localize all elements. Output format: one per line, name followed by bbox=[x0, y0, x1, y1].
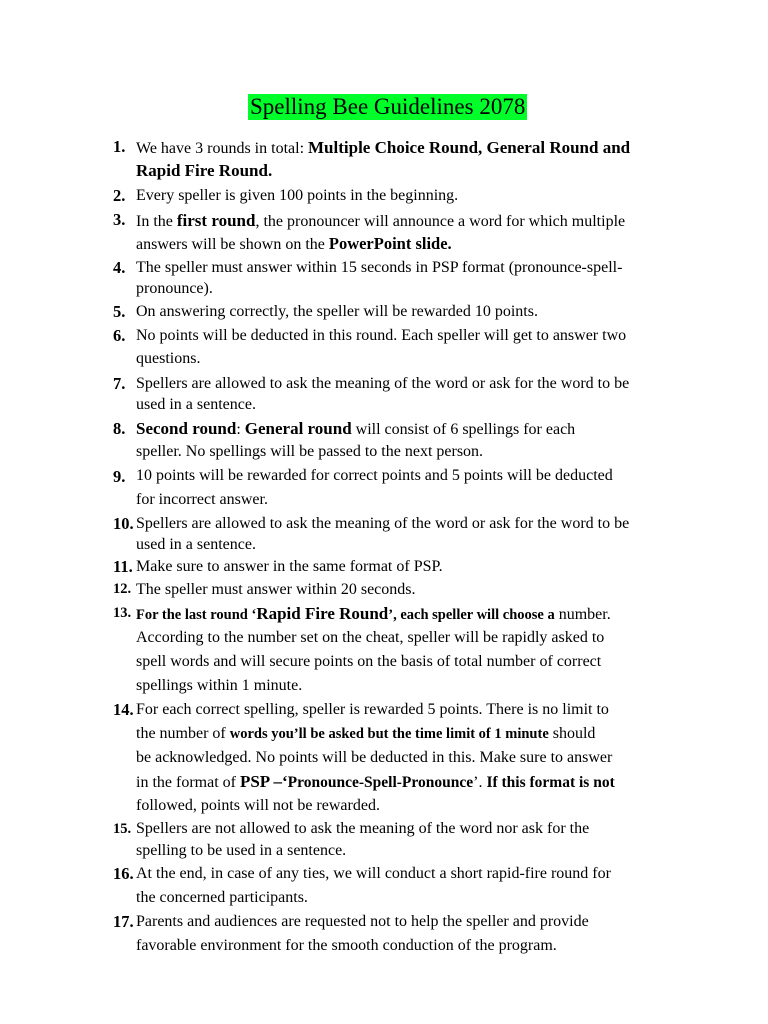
item-12-number: 12. bbox=[113, 581, 132, 597]
item-14-line-5: followed, points will not be rewarded. bbox=[136, 797, 380, 814]
item-2-number: 2. bbox=[113, 186, 126, 205]
item-3-number: 3. bbox=[113, 210, 126, 229]
item-3-line-2: answers will be shown on the PowerPoint slide. bbox=[136, 234, 452, 253]
item-7-line-2: used in a sentence. bbox=[136, 396, 256, 413]
item-4-line-2: pronounce). bbox=[136, 280, 213, 297]
item-10-number: 10. bbox=[113, 514, 134, 533]
item-15-number: 15. bbox=[113, 821, 132, 837]
item-15-line-1: Spellers are not allowed to ask the meaning of the word nor ask for the bbox=[136, 820, 590, 837]
item-13-line-1: For the last round ‘Rapid Fire Round’, each speller will choose a number. bbox=[136, 604, 611, 623]
item-11-line-1: Make sure to answer in the same format of PSP. bbox=[136, 558, 443, 575]
item-13-line-4: spellings within 1 minute. bbox=[136, 677, 303, 694]
item-9-line-2: for incorrect answer. bbox=[136, 491, 268, 508]
item-6-line-1: No points will be deducted in this round. Each speller will get to answer two bbox=[136, 327, 627, 344]
item-13-line-2: According to the number set on the cheat, speller will be rapidly asked to bbox=[136, 629, 605, 646]
item-17-line-2: favorable environment for the smooth conduction of the program. bbox=[136, 937, 557, 954]
item-14-line-2: the number of words you’ll be asked but the time limit of 1 minute should bbox=[136, 725, 596, 742]
item-14-line-4: in the format of PSP –‘Pronounce-Spell-Pronounce’. If this format is not bbox=[136, 772, 615, 791]
item-4-line-1: The speller must answer within 15 seconds in PSP format (pronounce-spell- bbox=[136, 259, 623, 276]
item-8-line-1: Second round: General round will consist of 6 spellings for each bbox=[136, 419, 576, 438]
item-10-line-2: used in a sentence. bbox=[136, 536, 256, 553]
item-3-line-1: In the first round, the pronouncer will announce a word for which multiple bbox=[136, 211, 626, 230]
item-4-number: 4. bbox=[113, 258, 126, 277]
item-14-line-3: be acknowledged. No points will be deducted in this. Make sure to answer bbox=[136, 749, 613, 766]
item-17-line-1: Parents and audiences are requested not to help the speller and provide bbox=[136, 913, 589, 930]
item-14-number: 14. bbox=[113, 700, 134, 719]
item-15-line-2: spelling to be used in a sentence. bbox=[136, 842, 347, 859]
item-1-number: 1. bbox=[113, 137, 126, 156]
item-2-line-1: Every speller is given 100 points in the beginning. bbox=[136, 187, 459, 204]
item-9-number: 9. bbox=[113, 467, 126, 486]
item-13-line-3: spell words and will secure points on the basis of total number of correct bbox=[136, 653, 602, 670]
item-17-number: 17. bbox=[113, 912, 134, 931]
item-6-number: 6. bbox=[113, 326, 126, 345]
item-11-number: 11. bbox=[113, 557, 133, 576]
item-7-line-1: Spellers are allowed to ask the meaning of the word or ask for the word to be bbox=[136, 375, 630, 392]
item-5-line-1: On answering correctly, the speller will be rewarded 10 points. bbox=[136, 303, 538, 320]
item-16-line-2: the concerned participants. bbox=[136, 889, 308, 906]
item-5-number: 5. bbox=[113, 302, 126, 321]
item-6-line-2: questions. bbox=[136, 350, 201, 367]
item-14-line-1: For each correct spelling, speller is rewarded 5 points. There is no limit to bbox=[136, 701, 609, 718]
item-7-number: 7. bbox=[113, 374, 126, 393]
item-13-number: 13. bbox=[113, 605, 132, 621]
item-9-line-1: 10 points will be rewarded for correct points and 5 points will be deducted bbox=[136, 467, 613, 484]
item-1-line-1: We have 3 rounds in total: Multiple Choice Round, General Round and bbox=[136, 138, 631, 157]
item-8-number: 8. bbox=[113, 419, 126, 438]
item-1-line-2: Rapid Fire Round. bbox=[136, 161, 273, 180]
item-10-line-1: Spellers are allowed to ask the meaning of the word or ask for the word to be bbox=[136, 515, 630, 532]
page-title: Spelling Bee Guidelines 2078 bbox=[250, 94, 526, 119]
item-12-line-1: The speller must answer within 20 seconds. bbox=[136, 581, 416, 598]
item-16-line-1: At the end, in case of any ties, we will conduct a short rapid-fire round for bbox=[136, 865, 611, 882]
item-16-number: 16. bbox=[113, 864, 134, 883]
item-8-line-2: speller. No spellings will be passed to the next person. bbox=[136, 443, 484, 460]
